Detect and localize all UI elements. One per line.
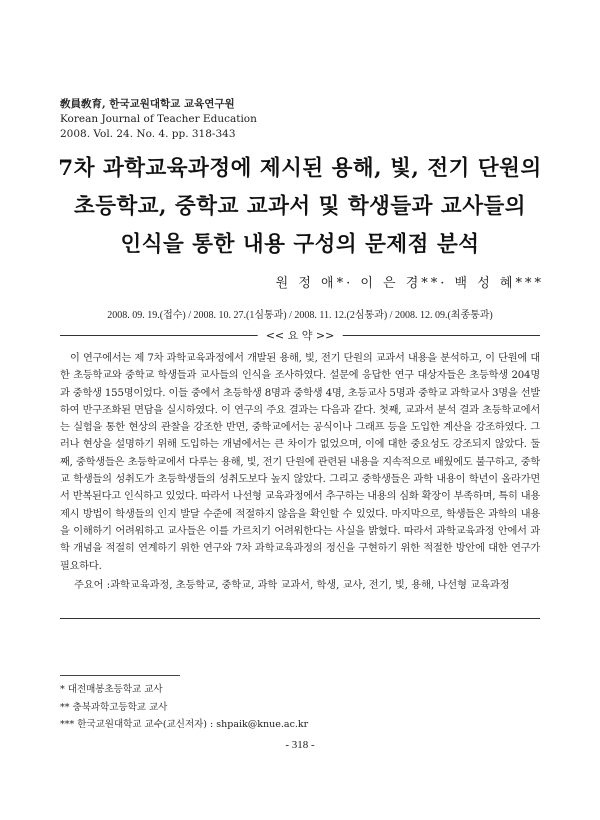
title-line-3: 인식을 통한 내용 구성의 문제점 분석 xyxy=(120,232,480,257)
footnote-1: * 대전매봉초등학교 교사 xyxy=(60,684,163,695)
journal-issue: 2008. Vol. 24. No. 4. pp. 318-343 xyxy=(60,128,236,140)
author-list: 원 정 애*· 이 은 경**· 백 성 혜*** xyxy=(275,276,544,291)
page-number: - 318 - xyxy=(285,739,315,751)
keywords-text: 과학교육과정, 초등학교, 중학교, 과학 교과서, 학생, 교사, 전기, 빛, 용해, 나선형 교육과정 xyxy=(110,580,510,591)
footnote-3: *** 한국교원대학교 교수(교신저자) : shpaik@knue.ac.kr xyxy=(60,719,309,730)
journal-info xyxy=(60,97,257,142)
paper-title xyxy=(40,150,560,264)
keywords xyxy=(60,577,540,594)
journal-name-korean: 敎員敎育, 한국교원대학교 교육연구원 xyxy=(60,98,235,110)
abstract-header xyxy=(60,328,540,342)
journal-name-english: Korean Journal of Teacher Education xyxy=(60,113,257,125)
footnote-2: ** 충북과학고등학교 교사 xyxy=(60,701,168,713)
title-line-1: 7차 과학교육과정에 제시된 용해, 빛, 전기 단원의 xyxy=(58,156,542,181)
abstract-text: 이 연구에서는 제 7차 과학교육과정에서 개발된 용해, 빛, 전기 단원의 교과서 내용을 분석하고, 이 단원에 대한 초등학교와 중학교 학생들과 교사들의 인식을 조사하였다. 설문에 응답한 연구 대상자들은 초등학생 204명과 중학생 155명이었다. 이들 중에서 초등학생 8명과 중학생 4명, 초등교사 5명과 중학교 과학교사 3명을 선발하여 반구조화된 면담을 실시하였다. 이 연구의 주요 결과는 다음과 같다. 첫째, 교과서 분석 결과 초등학교에서는 실험을 통한 현상의 관찰을 강조한 반면, 중학교에서는 공식이나 그래프 등을 도입한 계산을 강조하였다. 그러나 현상을 설명하기 위해 도입하는 개념에서는 큰 차이가 없었으며, 이에 대한 중요성도 강조되지 않았다. 둘째, 중학생들은 초등학교에서 다루는 용해, 빛, 전기 단원에 관련된 내용을 지속적으로 배웠에도 불구하고, 중학교 학생들의 성취도가 초등학생들의 성취도보다 높지 않았다. 그리고 중학생들은 과학 내용이 학년이 올라가면서 반복된다고 인식하고 있었다. 따라서 나선형 교육과정에서 추구하는 내용의 심화 확장이 부족하며, 특히 내용 제시 방법이 학생들의 인지 발달 수준에 적절하지 않음을 확인할 수 있었다. 마지막으로, 학생들은 과학의 내용을 이해하기 어려워하고 교사들은 이를 가르치기 어려워한다는 사실을 밝혔다. 따라서 과학교육과정 안에서 과학 개념을 적절히 연계하기 위한 연구와 7차 과학교육과정의 정신을 구현하기 위한 적절한 방안에 대한 연구가 필요하다. xyxy=(60,353,540,572)
footnote-divider xyxy=(60,675,180,676)
abstract-heading: << 요 약 >> xyxy=(258,327,343,343)
abstract-body xyxy=(60,350,540,575)
footnotes xyxy=(60,681,308,734)
title-line-2: 초등학교, 중학교 교과서 및 학생들과 교사들의 xyxy=(73,194,527,219)
review-dates: 2008. 09. 19.(접수) / 2008. 10. 27.(1심통과) / 2008. 11. 12.(2심통과) / 2008. 12. 09.(최종통과) xyxy=(107,310,493,321)
keywords-label: 주요어 : xyxy=(74,580,111,591)
abstract-bottom-rule xyxy=(60,618,540,619)
